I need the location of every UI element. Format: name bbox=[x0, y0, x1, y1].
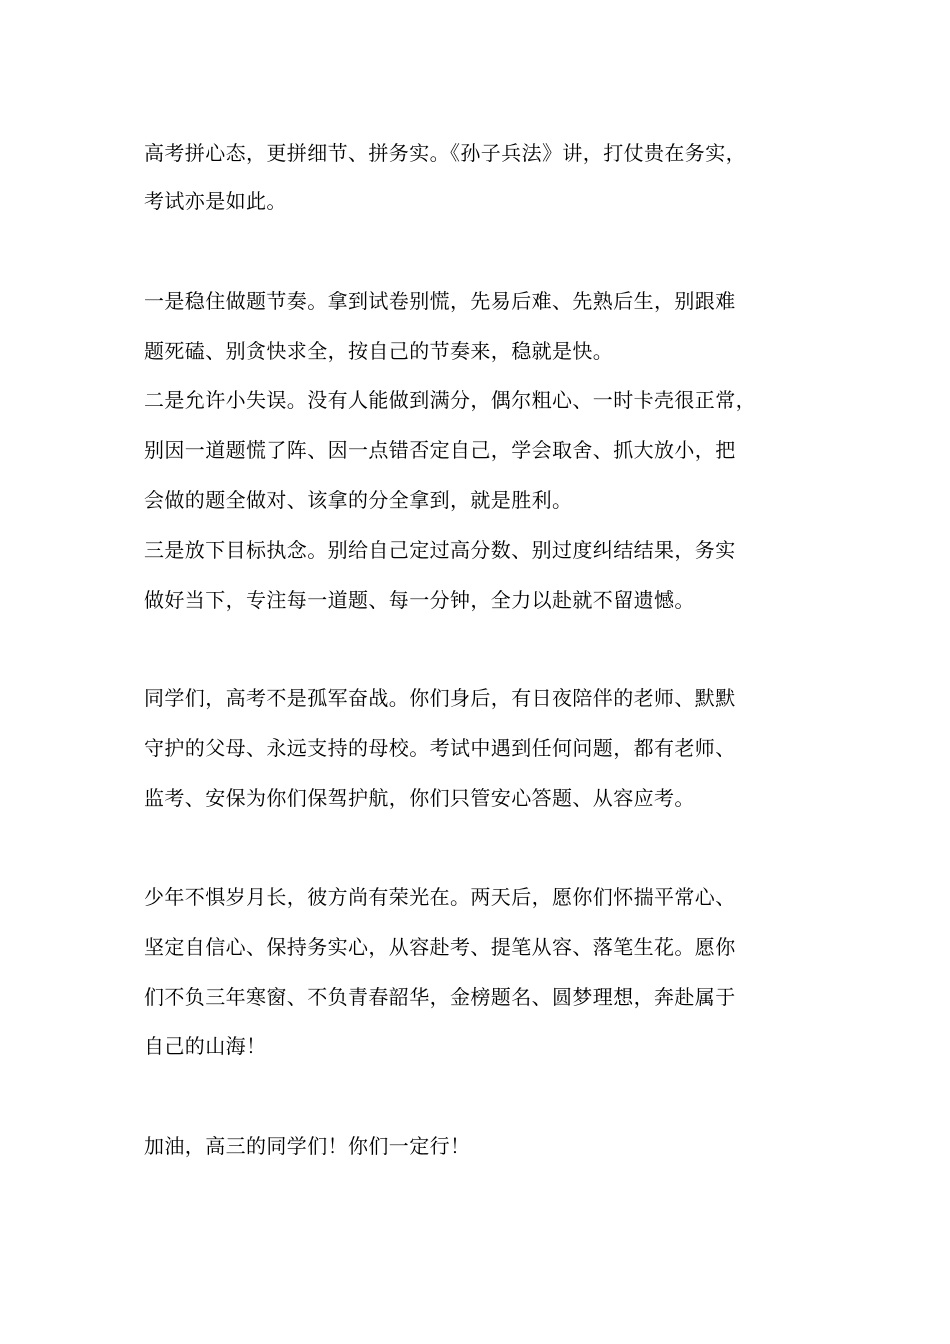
paragraph-7-line-1: 加油，高三的同学们！你们一定行！ bbox=[144, 1134, 471, 1158]
paragraph-6-line-1: 少年不惧岁月长，彼方尚有荣光在。两天后，愿你们怀揣平常心、 bbox=[144, 885, 736, 909]
paragraph-5-line-1: 同学们，高考不是孤军奋战。你们身后，有日夜陪伴的老师、默默 bbox=[144, 686, 736, 710]
paragraph-1-line-2: 考试亦是如此。 bbox=[144, 189, 287, 213]
paragraph-6-line-4: 自己的山海！ bbox=[144, 1034, 267, 1058]
paragraph-6-line-2: 坚定自信心、保持务实心，从容赴考、提笔从容、落笔生花。愿你 bbox=[144, 935, 736, 959]
paragraph-3-line-3: 会做的题全做对、该拿的分全拿到，就是胜利。 bbox=[144, 488, 573, 512]
paragraph-1-line-1: 高考拼心态，更拼细节、拼务实。《孙子兵法》讲，打仗贵在务实， bbox=[144, 141, 746, 165]
paragraph-4-line-1: 三是放下目标执念。别给自己定过高分数、别过度纠结结果，务实 bbox=[144, 538, 736, 562]
paragraph-6-line-3: 们不负三年寒窗、不负青春韶华，金榜题名、圆梦理想，奔赴属于 bbox=[144, 985, 736, 1009]
paragraph-2-line-1: 一是稳住做题节奏。拿到试卷别慌，先易后难、先熟后生，别跟难 bbox=[144, 289, 736, 313]
paragraph-5-line-2: 守护的父母、永远支持的母校。考试中遇到任何问题，都有老师、 bbox=[144, 736, 736, 760]
paragraph-4-line-2: 做好当下，专注每一道题、每一分钟，全力以赴就不留遗憾。 bbox=[144, 588, 695, 612]
paragraph-5-line-3: 监考、安保为你们保驾护航，你们只管安心答题、从容应考。 bbox=[144, 786, 695, 810]
paragraph-3-line-2: 别因一道题慌了阵、因一点错否定自己，学会取舍、抓大放小，把 bbox=[144, 438, 736, 462]
paragraph-2-line-2: 题死磕、别贪快求全，按自己的节奏来，稳就是快。 bbox=[144, 339, 614, 363]
paragraph-3-line-1: 二是允许小失误。没有人能做到满分，偶尔粗心、一时卡壳很正常， bbox=[144, 388, 756, 412]
